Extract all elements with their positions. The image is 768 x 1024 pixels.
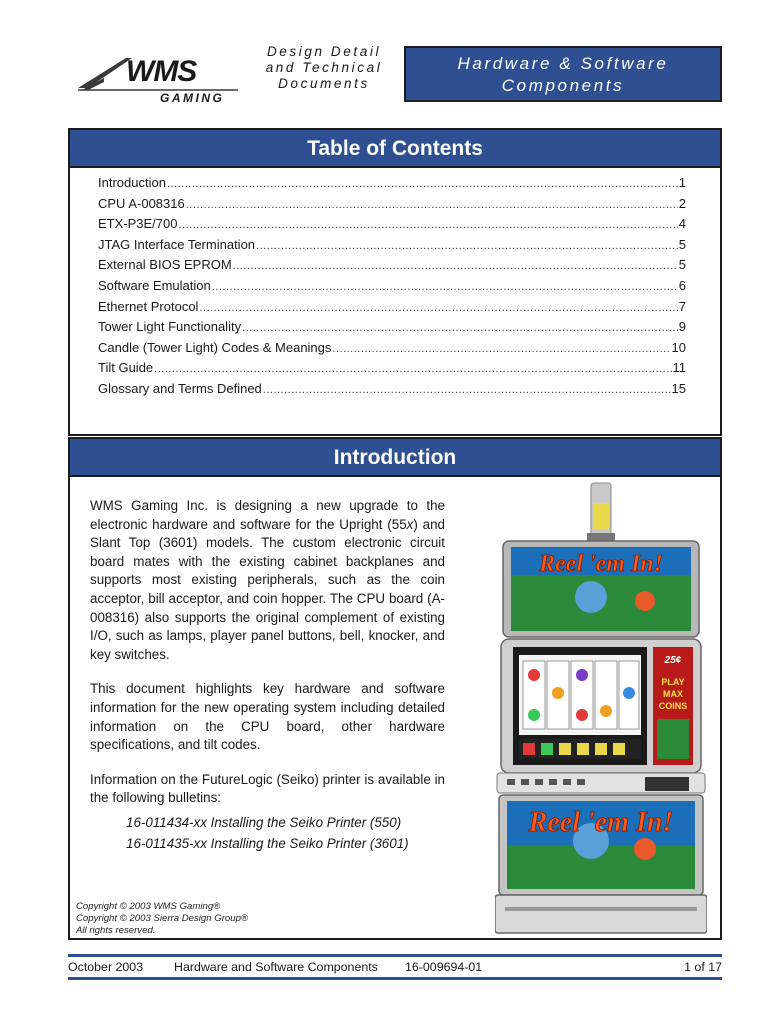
toc-entry-page: 7 — [678, 298, 686, 314]
intro-paragraph: Information on the FutureLogic (Seiko) printer is available in the following bulletins: — [90, 771, 445, 806]
copyright-line: All rights reserved. — [76, 925, 156, 936]
copyright-line: Copyright © 2003 WMS Gaming® — [76, 901, 221, 912]
toc-entry-page: 6 — [678, 277, 686, 293]
toc-entry[interactable] — [98, 278, 686, 299]
toc-entry[interactable] — [98, 257, 686, 278]
toc-entry-label: Introduction — [98, 175, 166, 190]
introduction-heading: Introduction — [70, 439, 720, 477]
copyright-line: Copyright © 2003 Sierra Design Group® — [76, 913, 248, 924]
toc-entry-label: Glossary and Terms Defined — [98, 380, 262, 396]
toc-entry-label: Software Emulation — [98, 277, 211, 293]
toc-leader — [332, 343, 670, 355]
intro-paragraph: This document highlights key hardware and software information for the new operating system including detailed information on the CPU board, other hardware specifications, and tilt codes. — [90, 681, 445, 753]
side-badge-denomination: 25¢ — [664, 655, 682, 666]
toc-entry[interactable] — [98, 196, 686, 217]
toc-list — [98, 175, 686, 402]
toc-leader — [179, 219, 678, 231]
footer-doc-number: 16-009694-01 — [405, 960, 483, 974]
footer-date: October 2003 — [68, 960, 144, 974]
toc-leader — [186, 199, 678, 211]
logo-wordmark: WMS — [126, 55, 197, 88]
slot-machine-image — [495, 479, 707, 939]
toc-entry-page: 5 — [678, 257, 686, 273]
toc-entry-label: JTAG Interface Termination — [98, 236, 256, 252]
toc-leader — [233, 260, 678, 272]
wms-gaming-logo — [74, 48, 244, 104]
top-glass-title: Reel 'em In! — [539, 551, 663, 577]
toc-entry-label: Ethernet Protocol — [98, 298, 199, 314]
toc-leader — [263, 384, 671, 396]
toc-entry-label: External BIOS EPROM — [98, 257, 232, 273]
toc-entry-page: 1 — [678, 175, 686, 190]
toc-leader — [256, 240, 678, 252]
page-footer — [68, 958, 722, 976]
toc-heading: Table of Contents — [70, 130, 720, 168]
toc-entry[interactable] — [98, 360, 686, 381]
slot-machine-illustration — [495, 479, 707, 939]
toc-section — [68, 128, 722, 436]
toc-leader — [199, 302, 677, 314]
toc-entry[interactable] — [98, 319, 686, 340]
intro-paragraph — [90, 497, 445, 664]
toc-leader — [212, 281, 678, 293]
toc-leader — [242, 322, 678, 334]
document-title-box — [404, 46, 722, 102]
toc-entry-label: Tilt Guide — [98, 360, 154, 376]
doc-type-line: Documents — [278, 76, 370, 91]
toc-entry[interactable] — [98, 340, 686, 361]
intro-p1-start: WMS Gaming Inc. is designing a new upgrade to the electronic hardware and software for the Upright (55 — [90, 498, 445, 532]
intro-p1-end: ) and Slant Top (3601) models. The custom electronic circuit board mates with the existing cabinet backplanes and supports most existing peripherals, such as the coin acceptor, bill acceptor, and coin hopper. The CPU board (A-008316) also supports the original complement of existing I/O, such as lamps, player panel buttons, bell, knocker, and key switches. — [90, 516, 445, 662]
toc-entry-label: Candle (Tower Light) Codes & Meanings — [98, 339, 332, 355]
toc-entry[interactable] — [98, 299, 686, 320]
wms-logo-graphic — [74, 48, 244, 104]
footer-rule-bottom — [68, 977, 722, 980]
toc-entry-page: 4 — [678, 216, 686, 232]
doc-title-line: Components — [501, 76, 625, 95]
toc-entry-page: 15 — [671, 380, 686, 396]
bulletin-reference: 16-011434-xx Installing the Seiko Printer (550) — [126, 814, 402, 830]
toc-entry-page: 10 — [671, 339, 686, 355]
toc-leader — [167, 178, 678, 190]
copyright-notice — [76, 901, 248, 937]
toc-entry[interactable] — [98, 216, 686, 237]
introduction-body — [90, 497, 445, 854]
belly-glass-title: Reel 'em In! — [528, 807, 674, 838]
doc-type-line: and Technical — [265, 60, 383, 75]
toc-entry-page: 9 — [678, 319, 686, 335]
toc-entry-label: ETX-P3E/700 — [98, 216, 178, 232]
doc-type-line: Design Detail — [266, 44, 382, 59]
footer-page-number: 1 of 17 — [684, 960, 722, 974]
side-badge-line: PLAY — [661, 677, 685, 687]
toc-entry-label: Tower Light Functionality — [98, 319, 242, 335]
toc-entry-page: 2 — [678, 195, 686, 211]
toc-entry-page: 5 — [678, 236, 686, 252]
footer-rule-top — [68, 954, 722, 957]
toc-leader — [154, 363, 671, 375]
doc-title-line: Hardware & Software — [457, 54, 669, 73]
footer-title: Hardware and Software Components — [174, 960, 378, 974]
toc-entry[interactable] — [98, 175, 686, 196]
side-badge-line: COINS — [658, 701, 688, 711]
toc-entry[interactable] — [98, 381, 686, 402]
logo-sub: GAMING — [160, 91, 225, 104]
side-badge-line: MAX — [663, 689, 683, 699]
toc-entry-page: 11 — [672, 360, 686, 376]
intro-p1-italic: x — [406, 516, 414, 532]
introduction-section — [68, 437, 722, 940]
document-type — [252, 44, 396, 92]
bulletin-reference: 16-011435-xx Installing the Seiko Printer (3601) — [126, 835, 409, 851]
toc-entry[interactable] — [98, 237, 686, 258]
toc-entry-label: CPU A-008316 — [98, 195, 185, 211]
